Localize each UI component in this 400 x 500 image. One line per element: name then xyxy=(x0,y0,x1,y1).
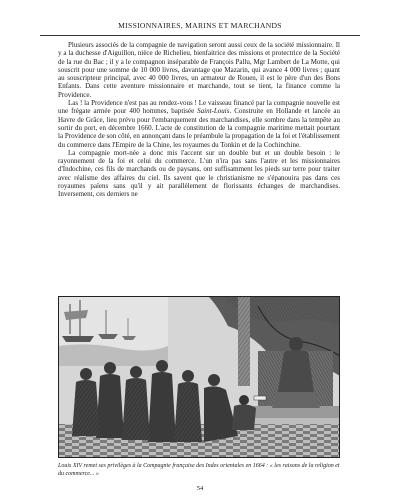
paragraph-1: Plusieurs associés de la compagnie de navigation seront aussi ceux de la société missionnaire. Il y a la duchesse d'Aiguillon, nièce de Richelieu, bienfaitrice des missions et protectrice de la Société de la rue du Bac ; il y a le compagnon inséparable de François Pallu, Mgr Lambert de La Motte, qui souscrit pour une somme de 10 000 livres, davantage que Mazarin, qui avance 4 000 livres ; quant au souscripteur principal, avec 40 000 livres, un armateur de Rouen, il est le père d'un des Bons Enfants. Dans cette aventure missionnaire et marchande, tout se tient, la finance comme la Providence. xyxy=(58,41,340,99)
paragraph-2-end: . Construite en Hollande et lancée au Havre de Grâce, lieu prévu pour l'embarquement des marchandises, elle sombre dans la tempête au sortir du port, en décembre 1660. L'acte de constitution de la compagnie maritime mettait pourtant la Providence de son côté, en annonçant dans le préambule la propagation de la foi et l'établissement du commerce dans l'Empire de la Chine, les royaumes du Tonkin et de la Cochinchine. xyxy=(58,107,341,149)
engraving-illustration xyxy=(58,296,340,458)
header-rule xyxy=(40,35,360,36)
paragraph-3: La compagnie mort-née a donc mis l'accent sur un double but et un double besoin : le rayonnement de la foi et celui du commerce. L'un n'ira pas sans l'autre et les missionnaires d'Indochine, ces fils de marchands ou de paysans, ont suffisamment les pieds sur terre pour traiter avec réalisme des affaires du ciel. Ils savent que le christianisme ne s'épanouira pas dans ces royaumes païens sans qu'il y ait parallèlement de florissants échanges de marchandises. Inversement, ces derniers ne xyxy=(58,148,340,199)
page-number: 54 xyxy=(196,485,204,492)
running-head: MISSIONNAIRES, MARINS ET MARCHANDS xyxy=(118,21,282,30)
ship-name: Saint-Louis xyxy=(197,107,230,116)
harbour-ships xyxy=(58,296,168,366)
figure-caption xyxy=(58,463,340,478)
body-text xyxy=(58,41,340,199)
caption-text: Louis XIV remet ses privilèges à la Compagnie française des Indes orientales en 1664 : « les raisons de la religion et du commerce... » xyxy=(58,463,340,477)
engraving-drawing xyxy=(58,296,340,458)
paragraph-2-start: Las ! la Providence n'est pas au rendez-vous ! Le vaisseau financé par la compagnie nouvelle est une frégate armée pour 400 hommes, baptisée xyxy=(58,99,340,116)
paragraph-2 xyxy=(58,99,340,149)
